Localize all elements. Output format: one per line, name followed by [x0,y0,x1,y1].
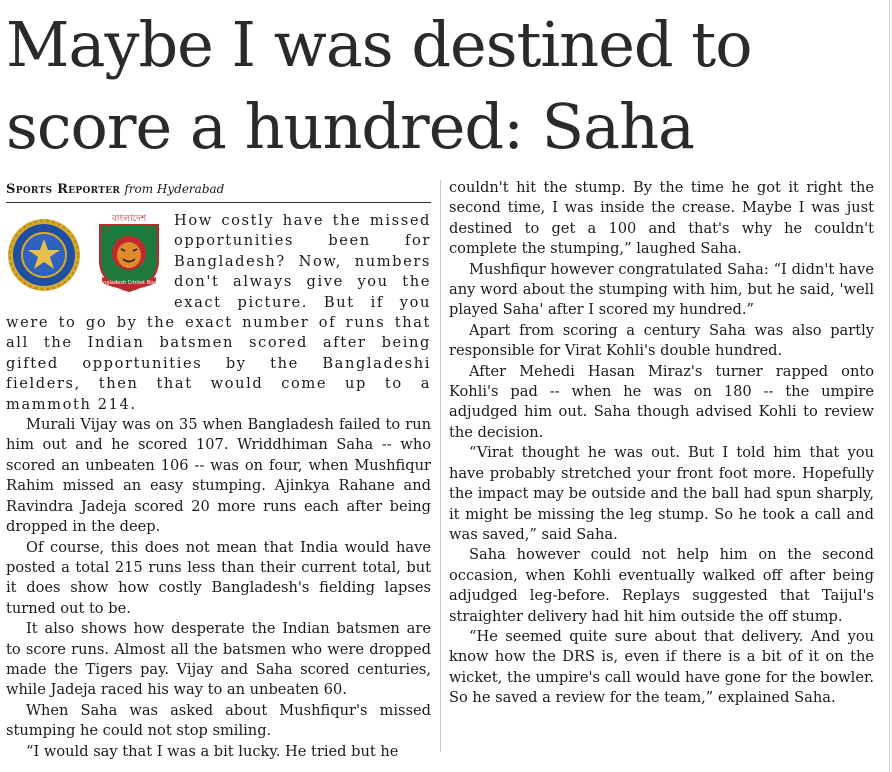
page-edge-rule [889,0,890,772]
paragraph: “I would say that I was a bit lucky. He tried but he [26,742,399,760]
headline: Maybe I was destined to score a hundred: Saha [6,8,752,163]
paragraph: couldn't hit the stump. By the time he got it right the second time, I was inside the crease. Maybe I was just destined to get a 100 and that's why he couldn't complete the stumping,” laughed Saha. [449,179,874,258]
paragraph: When Saha was asked about Mushfiqur's missed stumping he could not stop smiling. [6,701,431,740]
paragraph: After Mehedi Hasan Miraz's turner rapped onto Kohli's pad -- when he was on 180 -- the umpire adjudged him out. Saha though advised Kohli to review the decision. [449,362,874,441]
paragraph: Apart from scoring a century Saha was also partly responsible for Virat Kohli's double hundred. [449,321,874,360]
bcb-logo-icon [92,211,166,295]
bcb-ribbon-text: Bangladesh Cricket Board [96,280,162,286]
team-logos [6,211,168,295]
paragraph: How costly have the missed opportunities been for Bangladesh? Now, numbers don't always give you the exact picture. But if you were to go by the exact number of runs that all the Indian batsmen scored after being gifted opportunities by the Bangladeshi fielders, then that would come up to a mammoth 214. [6,212,431,413]
paragraph: Saha however could not help him on the second occasion, when Kohli eventually walked off after being adjudged leg-before. Replays suggested that Taijul's straighter delivery had hit him outside the off stump. [449,546,874,625]
byline-location: from Hyderabad [124,182,225,196]
byline [6,180,431,203]
paragraph: It also shows how desperate the Indian batsmen are to score runs. Almost all the batsmen who were dropped made the Tigers pay. Vijay and Saha scored centuries, while Jadeja raced his way to an unbeaten 60. [6,620,431,699]
paragraph: Mushfiqur however congratulated Saha: “I didn't have any word about the stumping with him, but he said, 'well played Saha' after I scored my hundred.” [449,260,874,319]
paragraph: “He seemed quite sure about that delivery. And you know how the DRS is, even if there is a bit of it on the wicket, the umpire's call would have gone for the bowler. So he saved a review for the team,” explained Saha. [449,627,874,707]
column-divider [440,180,441,752]
paragraph: “Virat thought he was out. But I told him that you have probably stretched your front foot more. Hopefully the impact may be outside and the ball had spun sharply, it might be missing the leg stump. So he took a call and was saved,” said Saha. [449,444,874,543]
paragraph: Murali Vijay was on 35 when Bangladesh failed to run him out and he scored 107. Wriddhiman Saha -- who scored an unbeaten 106 -- was on four, when Mushfiqur Rahim missed an easy stumping. Ajinkya Rahane and Ravindra Jadeja scored 20 more runs each after being dropped in the deep. [6,416,431,536]
paragraph: Of course, this does not mean that India would have posted a total 215 runs less than their current total, but it does show how costly Bangladesh's fielding lapses turned out to be. [6,538,431,617]
article-column-right [449,178,874,709]
byline-author: Sports Reporter [6,182,121,197]
bcci-logo-icon [6,217,82,293]
article-column-left [6,180,431,762]
bcb-top-text: বাংলাদেশ [111,214,147,224]
